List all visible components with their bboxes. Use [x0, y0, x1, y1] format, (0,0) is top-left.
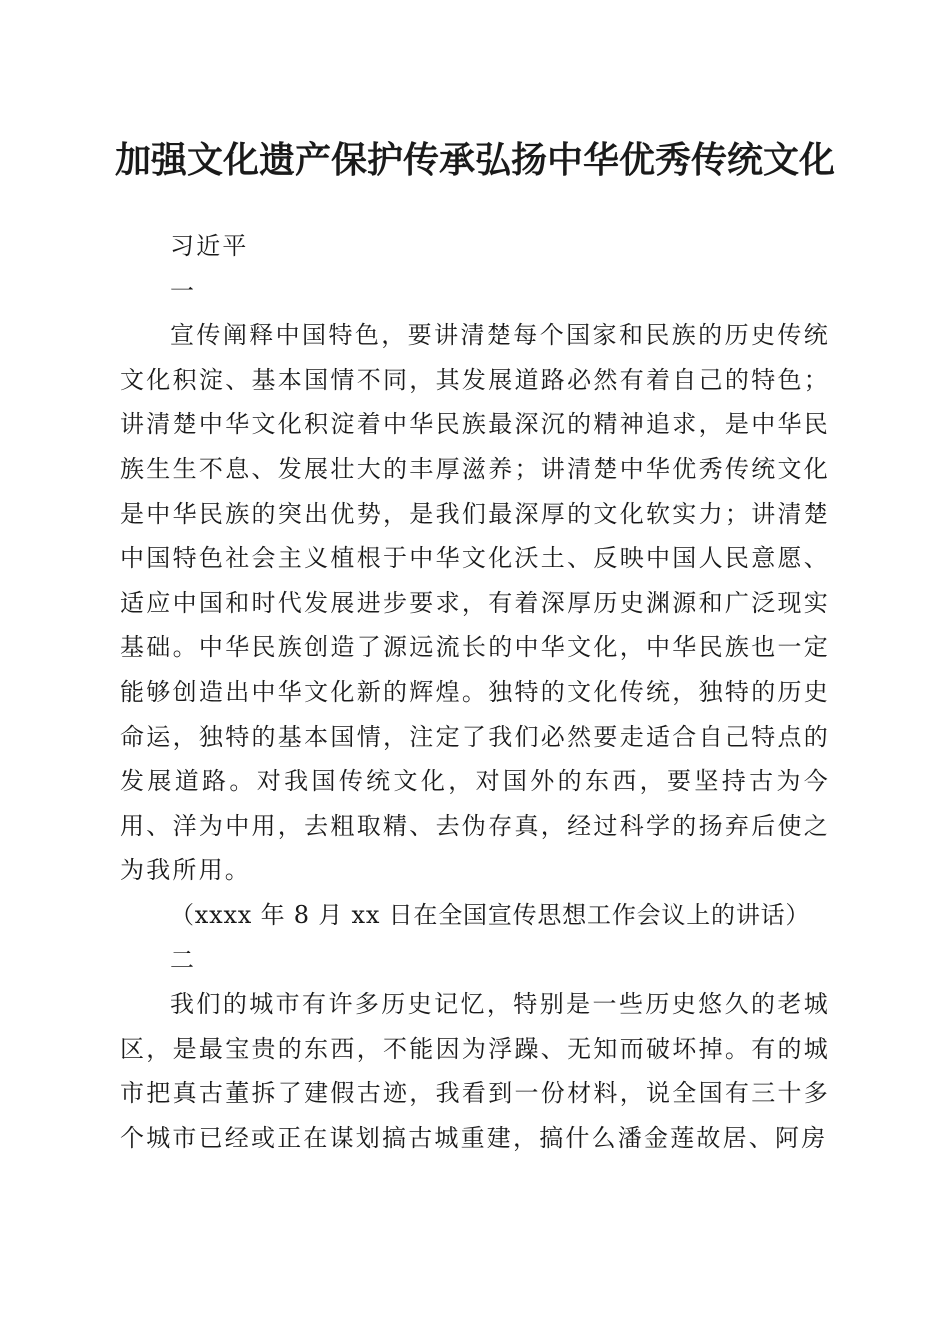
document-title: 加强文化遗产保护传承弘扬中华优秀传统文化	[114, 139, 835, 181]
source-note: （xxxx 年 8 月 xx 日在全国宣传思想工作会议上的讲话）	[170, 900, 811, 929]
section-number: 一	[170, 276, 197, 305]
document-body	[120, 224, 830, 1160]
section-number: 二	[170, 945, 197, 974]
section-paragraph: 我们的城市有许多历史记忆，特别是一些历史悠久的老城区，是最宝贵的东西，不能因为浮躁、无知而破坏掉。有的城市把真古董拆了建假古迹，我看到一份材料，说全国有三十多个城市已经或正在谋划搞古城重建，搞什么潘金莲故居、阿房	[120, 990, 830, 1152]
author-name: 习近平	[170, 232, 249, 260]
section-paragraph: 宣传阐释中国特色，要讲清楚每个国家和民族的历史传统文化积淀、基本国情不同，其发展道路必然有着自己的特色；讲清楚中华文化积淀着中华民族最深沉的精神追求，是中华民族生生不息、发展壮大的丰厚滋养；讲清楚中华优秀传统文化是中华民族的突出优势，是我们最深厚的文化软实力；讲清楚中国特色社会主义植根于中华文化沃土、反映中国人民意愿、适应中国和时代发展进步要求，有着深厚历史渊源和广泛现实基础。中华民族创造了源远流长的中华文化，中华民族也一定能够创造出中华文化新的辉煌。独特的文化传统，独特的历史命运，独特的基本国情，注定了我们必然要走适合自己特点的发展道路。对我国传统文化，对国外的东西，要坚持古为今用、洋为中用，去粗取精、去伪存真，经过科学的扬弃后使之为我所用。	[120, 321, 830, 885]
